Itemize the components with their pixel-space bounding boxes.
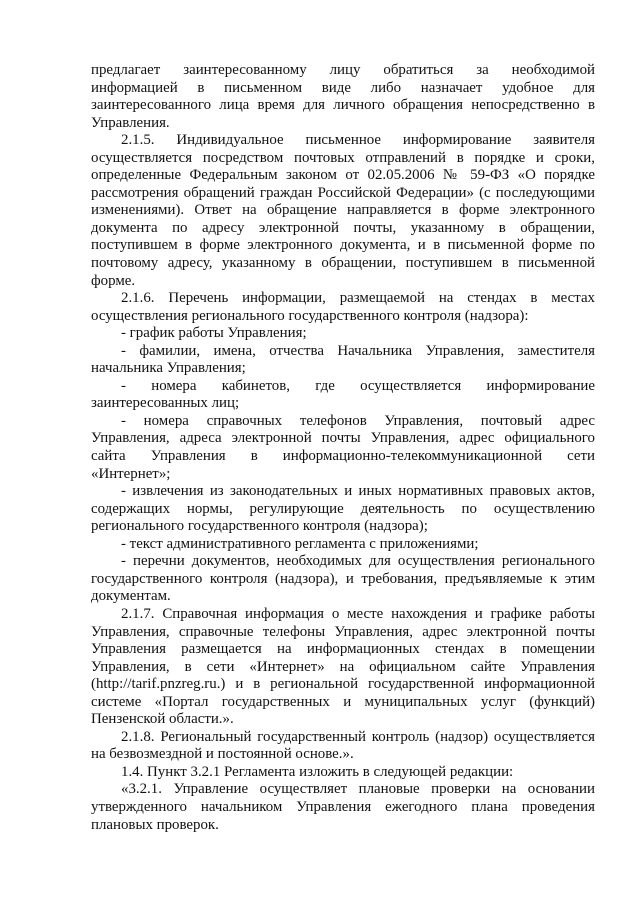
text-line: почтовому адресу, указанному в обращении, поступившем в письменной <box>91 255 595 272</box>
text-line: Управления, адреса электронной почты Управления, адрес официального <box>91 430 595 447</box>
text-line: форме. <box>91 272 136 289</box>
text-line: 2.1.7. Справочная информация о месте нахождения и графике работы <box>121 605 595 622</box>
paragraph-p-2-1-6 <box>91 290 595 325</box>
text-line: - извлечения из законодательных и иных нормативных правовых актов, <box>121 483 595 500</box>
text-line: информацией в письменном виде либо назначает удобное для <box>91 79 595 96</box>
text-line: сайта Управления в информационно-телекоммуникационной сети <box>91 448 595 465</box>
paragraph-p-item-6 <box>91 536 595 554</box>
text-line: осуществляется посредством почтовых отправлений в порядке и сроки, <box>91 149 595 166</box>
paragraph-p-3-2-1 <box>91 781 595 834</box>
text-line: регионального государственного контроля (надзора); <box>91 518 428 535</box>
text-line: определенные Федеральным законом от 02.05.2006 № 59-ФЗ «О порядке <box>91 167 595 184</box>
text-line: - номера справочных телефонов Управления, почтовый адрес <box>121 412 595 429</box>
text-line: осуществления регионального государственного контроля (надзора): <box>91 307 529 324</box>
paragraph-p-2-1-8 <box>91 729 595 764</box>
text-line: - фамилии, имена, отчества Начальника Управления, заместителя <box>121 342 595 359</box>
paragraph-p-item-3 <box>91 378 595 413</box>
paragraph-p-item-5 <box>91 483 595 536</box>
text-line: 2.1.8. Региональный государственный контроль (надзор) осуществляется <box>121 728 595 745</box>
text-line: Управления. <box>91 114 170 131</box>
text-line: заинтересованных лиц; <box>91 395 240 412</box>
text-line: плановых проверок. <box>91 816 219 833</box>
text-line: Управления, справочные телефоны Управления, адрес электронной почты <box>91 623 595 640</box>
paragraph-p-2-1-7 <box>91 606 595 729</box>
text-line: «3.2.1. Управление осуществляет плановые проверки на основании <box>121 781 595 798</box>
paragraph-p-item-2 <box>91 343 595 378</box>
text-line: поступившем в форме электронного документа, и в письменной форме по <box>91 237 595 254</box>
text-line: изменениями). Ответ на обращение направляется в форме электронного <box>91 202 595 219</box>
text-line: заинтересованного лица время для личного обращения непосредственно в <box>91 97 595 114</box>
text-line: (http://tarif.pnzreg.ru.) и в региональной государственной информационной <box>91 676 595 693</box>
text-line: 2.1.5. Индивидуальное письменное информирование заявителя <box>121 132 595 149</box>
paragraph-p-1-4 <box>91 764 595 782</box>
text-line: на безвозмездной и постоянной основе.». <box>91 746 354 763</box>
text-line: государственного контроля (надзора), и требования, предъявляемые к этим <box>91 570 595 587</box>
text-line: начальника Управления; <box>91 360 246 377</box>
text-line: - текст административного регламента с приложениями; <box>121 535 479 552</box>
text-line: утвержденного начальником Управления ежегодного плана проведения <box>91 798 595 815</box>
text-line: Управления размещается на информационных стендах в помещении <box>91 641 595 658</box>
paragraph-p-item-7 <box>91 553 595 606</box>
text-line: - номера кабинетов, где осуществляется информирование <box>121 377 595 394</box>
text-line: 2.1.6. Перечень информации, размещаемой на стендах в местах <box>121 290 595 307</box>
paragraph-p-item-4 <box>91 413 595 483</box>
text-line: рассмотрения обращений граждан Российской Федерации» (с последующими <box>91 184 595 201</box>
text-line: документа по адресу электронной почты, указанному в обращении, <box>91 219 595 236</box>
text-line: содержащих нормы, регулирующие деятельность по осуществлению <box>91 500 595 517</box>
text-line: документам. <box>91 588 171 605</box>
text-line: 1.4. Пункт 3.2.1 Регламента изложить в следующей редакции: <box>121 763 514 780</box>
paragraph-p-intro <box>91 62 595 132</box>
text-line: Управления, в сети «Интернет» на официальном сайте Управления <box>91 658 595 675</box>
text-line: - перечни документов, необходимых для осуществления регионального <box>121 553 595 570</box>
text-line: системе «Портал государственных и муниципальных услуг (функций) <box>91 693 595 710</box>
text-line: - график работы Управления; <box>121 325 307 342</box>
paragraph-p-2-1-5 <box>91 132 595 290</box>
text-line: предлагает заинтересованному лицу обратиться за необходимой <box>91 62 595 78</box>
paragraph-p-item-1 <box>91 325 595 343</box>
text-line: «Интернет»; <box>91 465 171 482</box>
text-line: Пензенской области.». <box>91 711 234 728</box>
